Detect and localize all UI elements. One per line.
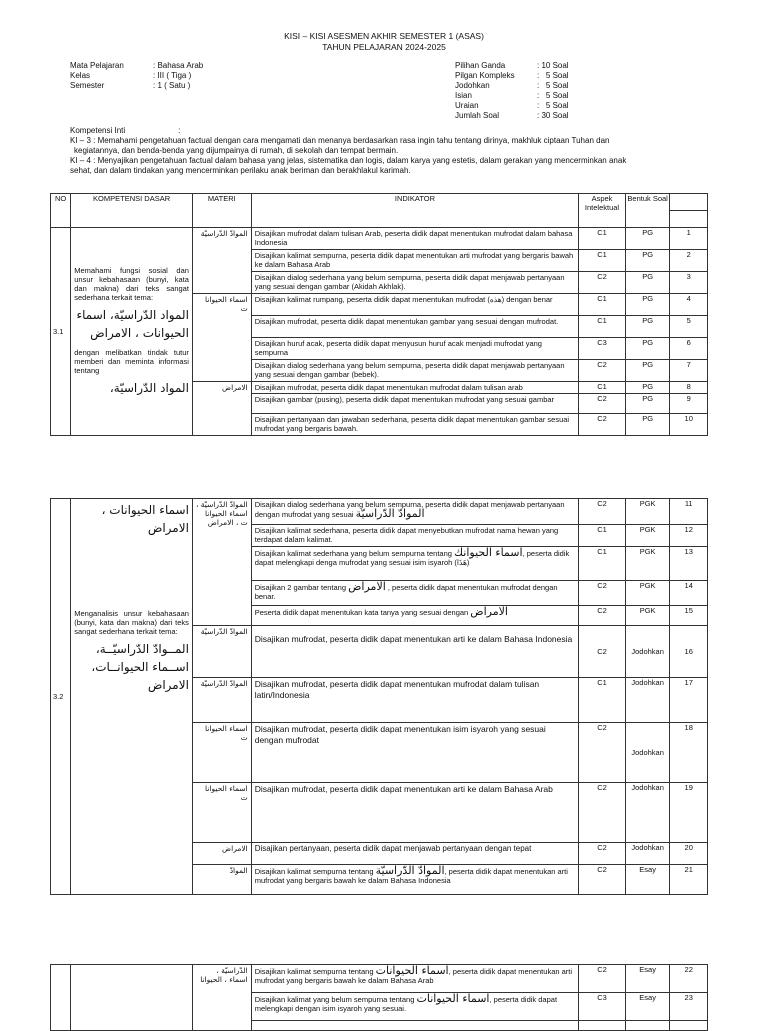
bentuk-cell: PG (625, 414, 670, 436)
materi-cell: الموادّ الدّراسيّة ، اسماء الحيوانا ت ، الامراض (192, 499, 251, 626)
kd-number (51, 965, 71, 1031)
indikator-cell: Disajikan mufrodat, peserta didik dapat menentukan arti ke dalam Bahasa Arab (251, 783, 578, 843)
aspek-cell: C3 (579, 993, 626, 1021)
aspek-cell (579, 1021, 626, 1031)
nomor-cell: 19 (670, 783, 708, 843)
ki3-text: KI – 3 : Memahami pengetahuan factual dengan cara mengamati dan menanya berdasarkan rasa ingin tahu tentang dirinya, makhluk ciptaan Tuhan dan (70, 136, 610, 145)
bentuk-cell: PG (625, 250, 670, 272)
bentuk-cell: Esay (625, 993, 670, 1021)
nomor-cell: 3 (670, 272, 708, 294)
nomor-cell: 12 (670, 525, 708, 547)
info-label: Semester (70, 81, 105, 90)
nomor-cell: 6 (670, 338, 708, 360)
aspek-cell: C1 (579, 294, 626, 316)
kd-number: 3.1 (51, 228, 71, 436)
info-label: Mata Pelajaran (70, 61, 124, 70)
nomor-cell: 16 (670, 626, 708, 678)
kd-number: 3.2 (51, 499, 71, 895)
kd-text (71, 965, 193, 1031)
aspek-cell: C1 (579, 228, 626, 250)
bentuk-cell: Jodohkan (625, 723, 670, 783)
kd-text: اسماء الحيوانات ، الامراض Menganalisis unsur kebahasaan (bunyi, kata dan makna) dari teks sangat sederhana terkait tema: المــوادّ الدّراسيّــة، اســماء الحيوانــات، الامراض (71, 499, 193, 895)
bentuk-cell: PG (625, 316, 670, 338)
aspek-cell: C2 (579, 272, 626, 294)
nomor-cell: 11 (670, 499, 708, 525)
nomor-cell: 8 (670, 382, 708, 394)
indikator-cell: Disajikan kalimat rumpang, peserta didik dapat menentukan mufrodat (هذه) dengan benar (251, 294, 578, 316)
nomor-cell (670, 1021, 708, 1031)
materi-cell: الدّراسيّة ، اسماء ، الحيوانا (192, 965, 251, 1031)
indikator-cell: Disajikan mufrodat, peserta didik dapat menentukan arti ke dalam Bahasa Indonesia (251, 626, 578, 678)
ki4-text-cont: sehat, dan dalam tindakan yang mencerminkan perilaku anak beriman dan berakhlakul karimah. (70, 166, 411, 175)
aspek-cell: C1 (579, 250, 626, 272)
materi-cell: الموادّ الدّراسيّة (192, 228, 251, 294)
header-kd: KOMPETENSI DASAR (71, 194, 193, 228)
bentuk-cell: PG (625, 272, 670, 294)
materi-cell: اسماء الحيوانا ت (192, 294, 251, 382)
nomor-cell: 4 (670, 294, 708, 316)
nomor-cell: 20 (670, 843, 708, 865)
info-label: Kelas (70, 71, 91, 80)
bentuk-cell: Esay (625, 865, 670, 895)
bentuk-cell: Jodohkan (625, 678, 670, 723)
indikator-cell: Disajikan mufrodat, peserta didik dapat menentukan mufrodat dalam tulisan arab (251, 382, 578, 394)
indikator-cell: Disajikan pertanyaan dan jawaban sederhana, peserta didik dapat menentukan gambar sesuai mufrodat yang bergaris bawah. (251, 414, 578, 436)
indikator-cell: Disajikan kalimat sempurna, peserta didik dapat menentukan arti mufrodat yang bergaris bawah ke dalam Bahasa Arab (251, 250, 578, 272)
aspek-cell: C2 (579, 499, 626, 525)
indikator-cell (251, 1021, 578, 1031)
document-year: TAHUN PELAJARAN 2024-2025 (322, 42, 446, 52)
ki4-text: KI – 4 : Menyajikan pengetahuan factual dalam bahasa yang jelas, sistematika dan logis, dalam karya yang estetis, dalam gerakan yang mencerminkan anak (70, 156, 627, 165)
bentuk-cell: PGK (625, 525, 670, 547)
nomor-cell: 5 (670, 316, 708, 338)
kd-text: Memahami fungsi sosial dan unsur kebahasaan (bunyi, kata dan makna) dari teks sangat sederhana terkait tema: المواد الدّراسيّة، اسماء الحيوانات ، الامراض dengan melibatkan tindak tutur memberi dan meminta informasi tentang المواد الدّراسيّة، (71, 228, 193, 436)
document-title: KISI – KISI ASESMEN AKHIR SEMESTER 1 (ASAS) (284, 31, 484, 41)
aspek-cell: C1 (579, 525, 626, 547)
kisi-table-1 (50, 193, 708, 436)
nomor-cell: 7 (670, 360, 708, 382)
info-left (70, 61, 203, 91)
kompetensi-inti: Kompetensi Inti : KI – 3 : Memahami pengetahuan factual dengan cara mengamati dan menanya berdasarkan rasa ingin tahu tentang dirinya, makhluk ciptaan Tuhan dan kegiatannya, dan benda-benda yang dijumpainya di rumah, di sekolah dan tempat bermain. KI – 4 : Menyajikan pengetahuan factual dalam bahasa yang jelas, sistematika dan logis, dalam karya yang estetis, dalam gerakan yang mencerminkan anak sehat, dan dalam tindakan yang mencerminkan perilaku anak beriman dan berakhlakul karimah. (70, 126, 700, 176)
info-value: : III ( Tiga ) (153, 71, 192, 80)
materi-cell: الامراض (192, 843, 251, 865)
aspek-cell: C2 (579, 360, 626, 382)
info-label: Pilihan Ganda (455, 61, 506, 70)
aspek-cell: C1 (579, 547, 626, 581)
info-label: Isian (455, 91, 472, 100)
indikator-cell: Disajikan kalimat sederhana yang belum sempurna tentang اسماء الحيوانك, peserta didik dapat melengkapi denga mufrodat yang sesuai isim isyaroh (هَذَا) (251, 547, 578, 581)
indikator-cell: Disajikan mufrodat, peserta didik dapat menentukan mufrodat dalam tulisan latin/Indonesia (251, 678, 578, 723)
indikator-cell: Disajikan 2 gambar tentang الامراض , peserta didik dapat menentukan mufrodat dengan benar. (251, 581, 578, 606)
indikator-cell: Disajikan gambar (pusing), peserta didik dapat menentukan mufrodat yang sesuai gambar (251, 394, 578, 414)
nomor-cell: 17 (670, 678, 708, 723)
aspek-cell: C3 (579, 338, 626, 360)
aspek-cell: C2 (579, 965, 626, 993)
bentuk-cell: PGK (625, 547, 670, 581)
bentuk-cell: Esay (625, 965, 670, 993)
bentuk-cell: PGK (625, 499, 670, 525)
info-value: : 5 Soal (537, 101, 569, 110)
indikator-cell: Peserta didik dapat menentukan kata tanya yang sesuai dengan الامراض (251, 606, 578, 626)
indikator-cell: Disajikan dialog sederhana yang belum sempurna, peserta didik dapat menjawab pertanyaan yang sesuai dengan gambar (Akidah Akhlak). (251, 272, 578, 294)
indikator-cell: Disajikan mufrodat dalam tulisan Arab, peserta didik dapat menentukan mufrodat dalam bahasa Indonesia (251, 228, 578, 250)
bentuk-cell: PG (625, 382, 670, 394)
indikator-cell: Disajikan huruf acak, peserta didik dapat menyusun huruf acak menjadi mufrodat yang sempurna (251, 338, 578, 360)
header-aspek: Aspek Intelektual (579, 194, 626, 228)
indikator-cell: Disajikan dialog sederhana yang belum sempurna, peserta didik dapat menjawab pertanyaan yang sesuai dengan gambar (bebek). (251, 360, 578, 382)
bentuk-cell: PG (625, 360, 670, 382)
header-indikator: INDIKATOR (251, 194, 578, 228)
bentuk-cell: PG (625, 294, 670, 316)
aspek-cell: C1 (579, 678, 626, 723)
indikator-cell: Disajikan pertanyaan, peserta didik dapat menjawab pertanyaan dengan tepat (251, 843, 578, 865)
bentuk-cell (625, 1021, 670, 1031)
nomor-cell: 21 (670, 865, 708, 895)
info-value: : 30 Soal (537, 111, 569, 120)
aspek-cell: C2 (579, 394, 626, 414)
info-label: Jodohkan (455, 81, 490, 90)
nomor-cell: 23 (670, 993, 708, 1021)
indikator-cell: Disajikan mufrodat, peserta didik dapat menentukan gambar yang sesuai dengan mufrodat. (251, 316, 578, 338)
indikator-cell: Disajikan kalimat sempurna tentang الموادّ الدّراسيّة, peserta didik dapat menentukan arti mufrodat yang bergaris bawah ke dalam Bahasa Indonesia (251, 865, 578, 895)
nomor-cell: 1 (670, 228, 708, 250)
materi-cell: اسماء الحيوانا ت (192, 723, 251, 783)
bentuk-cell: PG (625, 338, 670, 360)
nomor-cell: 13 (670, 547, 708, 581)
aspek-cell: C1 (579, 382, 626, 394)
info-label: Jumlah Soal (455, 111, 500, 120)
nomor-cell: 10 (670, 414, 708, 436)
aspek-cell: C2 (579, 606, 626, 626)
header-nomor (670, 194, 708, 228)
info-value: : 5 Soal (537, 71, 569, 80)
indikator-cell: Disajikan dialog sederhana yang belum sempurna, peserta didik dapat menjawab pertanyaan dengan mufrodat yang sesuai الموادّ الدّراسيّة (251, 499, 578, 525)
materi-cell: الموادّ الدّراسيّة (192, 626, 251, 678)
bentuk-cell: PGK (625, 606, 670, 626)
info-value: : 10 Soal (537, 61, 569, 70)
bentuk-cell: Jodohkan (625, 783, 670, 843)
nomor-cell: 15 (670, 606, 708, 626)
nomor-cell: 22 (670, 965, 708, 993)
bentuk-cell: PG (625, 228, 670, 250)
nomor-cell: 14 (670, 581, 708, 606)
nomor-cell: 18 (670, 723, 708, 783)
materi-cell: الموادّ الدّراسيّة (192, 678, 251, 723)
kisi-table-3 (50, 964, 708, 1031)
bentuk-cell: PGK (625, 581, 670, 606)
bentuk-cell: PG (625, 394, 670, 414)
materi-cell: الامراض (192, 382, 251, 436)
indikator-cell: Disajikan mufrodat, peserta didik dapat menentukan isim isyaroh yang sesuai dengan mufrodat (251, 723, 578, 783)
indikator-cell: Disajikan kalimat sederhana, peserta didik dapat menyebutkan mufrodat nama hewan yang terdapat dalam kalimat. (251, 525, 578, 547)
info-right (455, 61, 569, 121)
aspek-cell: C2 (579, 723, 626, 783)
info-value: : 5 Soal (537, 91, 569, 100)
aspek-cell: C2 (579, 783, 626, 843)
nomor-cell: 9 (670, 394, 708, 414)
header-no: NO (51, 194, 71, 228)
info-label: Uraian (455, 101, 479, 110)
info-value: : 5 Soal (537, 81, 569, 90)
aspek-cell: C2 (579, 414, 626, 436)
indikator-cell: Disajikan kalimat sempurna tentang اسماء الحيوانات, peserta didik dapat menentukan arti mufrodat yang bergaris bawah ke dalam Bahasa Arab (251, 965, 578, 993)
info-value: : 1 ( Satu ) (153, 81, 191, 90)
aspek-cell: C2 (579, 626, 626, 678)
kisi-table-2 (50, 498, 708, 895)
info-label: Pilgan Kompleks (455, 71, 515, 80)
ki3-text-cont: kegiatannya, dan benda-benda yang dijumpainya di rumah, di sekolah dan tempat bermain. (74, 146, 399, 155)
aspek-cell: C2 (579, 581, 626, 606)
info-value: : Bahasa Arab (153, 61, 204, 70)
aspek-cell: C1 (579, 316, 626, 338)
aspek-cell: C2 (579, 865, 626, 895)
materi-cell: اسماء الحيوانا ت (192, 783, 251, 843)
header-bentuk: Bentuk Soal (625, 194, 670, 228)
ki-label: Kompetensi Inti (70, 126, 126, 135)
header-materi: MATERI (192, 194, 251, 228)
indikator-cell: Disajikan kalimat yang belum sempurna tentang اسماء الحيوانات, peserta didik dapat melengkapi dengan isim isyaroh yang sesuai. (251, 993, 578, 1021)
aspek-cell: C2 (579, 843, 626, 865)
bentuk-cell: Jodohkan (625, 843, 670, 865)
bentuk-cell: Jodohkan (625, 626, 670, 678)
nomor-cell: 2 (670, 250, 708, 272)
materi-cell: الموادّ (192, 865, 251, 895)
